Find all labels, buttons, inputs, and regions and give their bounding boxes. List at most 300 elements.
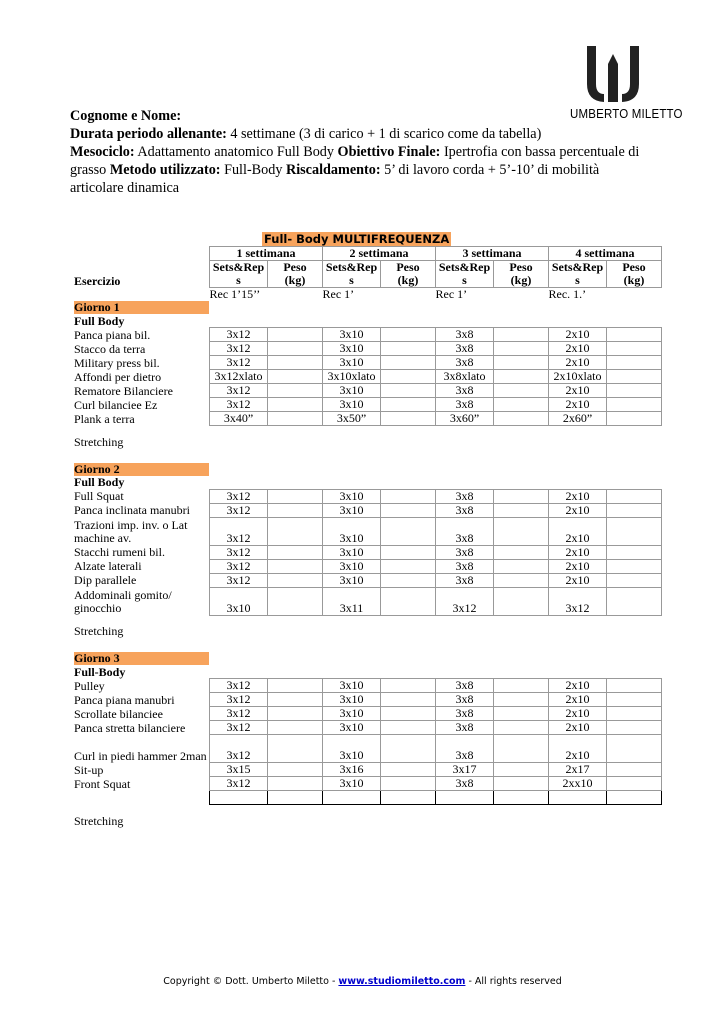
sets-reps-cell: 3x8 [436,721,494,735]
exercise-row [74,489,662,503]
weight-cell [268,707,323,721]
sets-reps-cell: 3x10 [323,503,381,517]
spacer-row [74,426,662,436]
table-title: Full- Body MULTIFREQUENZA [264,232,450,246]
day-type: Full Body [74,475,125,489]
spacer [74,805,210,815]
sets-reps-cell: 3x12 [210,721,268,735]
sets-reps-cell: 3x10 [323,384,381,398]
sets-reps-cell: 3x12 [210,398,268,412]
empty-cell [436,476,494,490]
empty-cell [494,476,549,490]
empty-cell [436,791,494,805]
exercise-name: Alzate laterali [74,559,142,573]
day-type: Full Body [74,314,125,328]
exercise-name: Rematore Bilanciere [74,383,173,398]
weight-cell [607,370,662,384]
sets-reps-cell: 3x12 [210,707,268,721]
empty-cell [268,665,323,679]
empty-cell [549,476,607,490]
exercise-name: Stacco da terra [74,341,146,356]
day-type: Full-Body [74,665,126,679]
empty-cell [210,314,268,328]
rest-cell: Rec. 1.’ [548,287,587,301]
empty-cell [381,476,436,490]
sets-reps-cell: 3x8 [436,356,494,370]
stretching-label: Stretching [74,435,124,449]
sets-reps-cell: 3x16 [323,763,381,777]
exercise-row [74,693,662,707]
weight-cell [494,721,549,735]
spacer-row [74,449,662,463]
exercise-name: Pulley [74,678,105,693]
sets-reps-cell: 3x10xlato [323,370,381,384]
sets-reps-cell: 3x12xlato [210,370,268,384]
weight-cell [607,721,662,735]
exercise-row [74,679,662,693]
weight-cell [494,707,549,721]
sets-reps-cell: 3x11 [323,587,381,615]
weight-cell [494,342,549,356]
empty-cell [549,791,607,805]
copyright-text: Copyright © Dott. Umberto Miletto - [163,976,339,987]
sets-reps-cell: 3x10 [323,517,381,545]
weight-cell [268,573,323,587]
empty-cell [607,288,662,302]
exercise-row [74,721,662,735]
day-row [74,301,662,314]
footer [0,976,725,987]
weight-cell [607,763,662,777]
sets-reps-cell: 2x10 [549,559,607,573]
weight-header: Peso (kg) [268,261,323,288]
empty-cell [323,791,381,805]
spacer [74,426,210,436]
stretching-label: Stretching [74,814,124,828]
sets-reps-cell: 3x10 [323,679,381,693]
day-cell [74,463,210,476]
sets-reps-cell: 2x10 [549,573,607,587]
goal-label: Obiettivo Finale: [337,144,441,160]
goal-value: Ipertrofia con bassa percentuale di grasso [70,144,640,178]
day-type-row [74,314,662,328]
empty-cell [381,314,436,328]
warmup-value: 5’ di lavoro corda + 5’-10’ di mobilità articolare dinamica [70,162,600,196]
mesocycle-label: Mesociclo: [70,144,135,160]
weight-cell [607,707,662,721]
sets-reps-cell: 3x10 [323,693,381,707]
weight-cell [268,328,323,342]
weight-cell [607,342,662,356]
weight-cell [268,384,323,398]
sets-reps-cell: 3x8 [436,777,494,791]
exercise-row [74,384,662,398]
weight-cell [607,517,662,545]
empty-cell [436,314,494,328]
weight-cell [607,384,662,398]
weight-cell [268,517,323,545]
week-header: 3 settimana [436,247,549,261]
week-header: 4 settimana [549,247,662,261]
day-label: Giorno 2 [74,463,209,476]
weight-cell [607,356,662,370]
sets-reps-header: Sets&Rep s [436,261,494,288]
sets-reps-header: Sets&Rep s [549,261,607,288]
weight-cell [607,559,662,573]
weight-cell [494,398,549,412]
empty-cell [210,791,268,805]
exercise-name: Scrollate bilanciee [74,706,163,721]
weight-cell [268,489,323,503]
week-header-row [74,247,662,261]
weight-cell [607,735,662,763]
logo-text: UMBERTO MILETTO [570,107,683,121]
sets-reps-cell: 3x8xlato [436,370,494,384]
weight-cell [268,777,323,791]
weight-cell [381,384,436,398]
sets-reps-cell: 3x17 [436,763,494,777]
empty-cell [210,476,268,490]
weight-cell [494,763,549,777]
weight-cell [494,503,549,517]
sets-reps-cell: 3x15 [210,763,268,777]
weight-cell [381,545,436,559]
exercise-row [74,342,662,356]
sets-reps-cell: 3x8 [436,735,494,763]
sets-reps-cell: 3x10 [323,573,381,587]
weight-cell [494,489,549,503]
weight-cell [494,412,549,426]
weight-cell [381,693,436,707]
weight-cell [268,545,323,559]
method-value: Full-Body [220,162,286,178]
empty-cell [323,665,381,679]
weight-cell [381,503,436,517]
weight-cell [381,517,436,545]
weight-cell [381,721,436,735]
weight-cell [381,489,436,503]
sets-reps-cell: 2x10 [549,517,607,545]
sets-reps-cell: 3x40” [210,412,268,426]
sets-reps-cell: 3x10 [323,356,381,370]
weight-cell [381,342,436,356]
weight-cell [268,693,323,707]
sets-reps-cell: 3x60” [436,412,494,426]
weight-header: Peso (kg) [494,261,549,288]
empty-cell [436,665,494,679]
exercise-row [74,763,662,777]
day-label: Giorno 3 [74,652,209,665]
spacer-row [74,615,662,625]
sets-reps-cell: 3x12 [210,356,268,370]
empty-cell [494,288,549,302]
weight-cell [381,370,436,384]
exercise-name: Addominali gomito/ ginocchio [74,588,172,615]
day-cell [74,301,210,314]
rest-row [74,288,662,302]
sets-reps-cell: 3x12 [210,489,268,503]
weight-cell [494,735,549,763]
empty-cell [323,476,381,490]
stretching-row [74,436,662,449]
empty-cell [494,665,549,679]
exercise-row [74,707,662,721]
weight-cell [607,573,662,587]
weight-cell [607,545,662,559]
empty-cell [381,288,436,302]
exercise-name: Panca stretta bilanciere [74,720,186,735]
exercise-row [74,573,662,587]
weight-cell [607,503,662,517]
weight-cell [607,398,662,412]
sets-reps-cell: 3x8 [436,328,494,342]
empty-cell [268,791,323,805]
exercise-row [74,503,662,517]
weight-cell [268,735,323,763]
weight-cell [268,679,323,693]
exercise-name: Affondi per dietro [74,369,162,384]
weight-cell [268,370,323,384]
weight-cell [268,342,323,356]
weight-cell [494,384,549,398]
weight-cell [381,763,436,777]
sets-reps-cell: 3x12 [210,384,268,398]
workout-table [74,246,662,828]
empty-cell [494,791,549,805]
sets-reps-cell: 3x12 [210,328,268,342]
exercise-name: Dip parallele [74,573,137,587]
sets-reps-cell: 3x12 [210,573,268,587]
stretching-row [74,815,662,828]
sets-reps-cell: 3x10 [323,489,381,503]
sets-reps-cell: 3x8 [436,384,494,398]
empty-cell [381,791,436,805]
exercise-name: Sit-up [74,762,104,777]
sets-reps-cell: 3x10 [323,559,381,573]
exercise-row [74,517,662,545]
empty-cell [74,791,210,805]
sets-reps-cell: 2x10 [549,503,607,517]
empty-cell [268,314,323,328]
sets-reps-cell: 3x8 [436,342,494,356]
weight-cell [381,356,436,370]
empty-cell [381,665,436,679]
exercise-name: Panca inclinata manubri [74,503,190,517]
exercise-row [74,735,662,763]
weight-cell [494,573,549,587]
sets-reps-cell: 3x8 [436,398,494,412]
day-cell [74,652,210,665]
empty-cell [494,314,549,328]
weight-cell [607,587,662,615]
day-type-row [74,476,662,490]
weight-cell [268,398,323,412]
weight-cell [494,545,549,559]
mesocycle-value: Adattamento anatomico Full Body [134,144,338,160]
sets-reps-cell: 3x8 [436,707,494,721]
spacer [74,449,210,463]
sets-reps-cell: 3x10 [210,587,268,615]
weight-cell [494,328,549,342]
sets-reps-cell: 2x10 [549,679,607,693]
weight-cell [381,328,436,342]
weight-cell [494,559,549,573]
sets-reps-cell: 3x10 [323,777,381,791]
sets-reps-cell: 2x10 [549,693,607,707]
exercise-row [74,370,662,384]
empty-cell [74,247,210,261]
weight-cell [494,587,549,615]
day-type-row [74,665,662,679]
weight-cell [494,679,549,693]
weight-cell [607,693,662,707]
exercise-name: Front Squat [74,776,131,791]
empty-cell [268,288,323,302]
sets-reps-cell: 3x8 [436,693,494,707]
duration-label: Durata periodo allenante: [70,126,227,142]
day-row [74,652,662,665]
weight-cell [494,517,549,545]
empty-cell [549,665,607,679]
weight-cell [268,721,323,735]
sets-reps-cell: 3x12 [210,693,268,707]
spacer [74,638,210,652]
weight-cell [494,370,549,384]
sets-reps-cell: 3x8 [436,517,494,545]
exercise-name: Panca piana manubri [74,692,175,707]
method-label: Metodo utilizzato: [109,162,221,178]
document-header [70,107,650,197]
weight-cell [268,412,323,426]
sets-reps-cell: 2x10 [549,707,607,721]
sets-reps-cell: 2x10 [549,356,607,370]
weight-cell [268,503,323,517]
weight-cell [381,412,436,426]
weight-cell [607,328,662,342]
weight-cell [381,735,436,763]
sets-reps-cell: 3x8 [436,503,494,517]
weight-cell [607,777,662,791]
sets-reps-cell: 2x10 [549,721,607,735]
weight-cell [268,587,323,615]
exercise-row [74,398,662,412]
sets-reps-cell: 3x12 [210,545,268,559]
exercise-name: Plank a terra [74,411,135,426]
warmup-label: Riscaldamento: [285,162,381,178]
sets-reps-cell: 2x10 [549,328,607,342]
weight-cell [381,587,436,615]
exercise-row [74,356,662,370]
exercise-name: Panca piana bil. [74,327,151,342]
sets-reps-cell: 3x8 [436,489,494,503]
weight-cell [494,693,549,707]
weight-cell [381,559,436,573]
week-header: 1 settimana [210,247,323,261]
sets-reps-cell: 3x12 [210,342,268,356]
sets-reps-cell: 2x10xlato [549,370,607,384]
duration-value: 4 settimane (3 di carico + 1 di scarico come da tabella) [226,126,542,142]
weight-cell [494,777,549,791]
sets-reps-cell: 3x8 [436,573,494,587]
day-label: Giorno 1 [74,301,209,314]
weight-cell [268,763,323,777]
weight-cell [381,707,436,721]
sets-reps-header: Sets&Rep s [210,261,268,288]
stretching-row [74,625,662,638]
spacer-row [74,805,662,815]
rest-cell: Rec 1’ [322,287,355,301]
sets-reps-cell: 3x10 [323,328,381,342]
sets-reps-cell: 3x12 [210,503,268,517]
exercise-row [74,777,662,791]
sets-reps-cell: 3x8 [436,559,494,573]
um-logo-icon [584,44,642,102]
weight-cell [381,679,436,693]
sets-reps-cell: 2x10 [549,384,607,398]
empty-cell [607,791,662,805]
exercise-row [74,412,662,426]
week-header: 2 settimana [323,247,436,261]
empty-cell [268,476,323,490]
rest-cell: Rec 1’15’’ [209,287,261,301]
sets-reps-header: Sets&Rep s [323,261,381,288]
empty-cell [210,665,268,679]
column-header-row [74,261,662,288]
sets-reps-cell: 2x10 [549,735,607,763]
exercise-row [74,328,662,342]
exercise-row [74,587,662,615]
sets-reps-cell: 2x10 [549,342,607,356]
sets-reps-cell: 3x10 [323,545,381,559]
weight-header: Peso (kg) [607,261,662,288]
sets-reps-cell: 3x8 [436,545,494,559]
exercise-name: Curl bilanciee Ez [74,397,158,412]
sets-reps-cell: 2x10 [549,545,607,559]
spacer [74,615,210,625]
empty-cell [607,665,662,679]
exercise-row [74,559,662,573]
sets-reps-cell: 2x10 [549,489,607,503]
exercise-name: Trazioni imp. inv. o Lat machine av. [74,518,188,545]
sets-reps-cell: 2x10 [549,398,607,412]
weight-cell [381,398,436,412]
name-label: Cognome e Nome: [70,108,182,124]
empty-cell [607,476,662,490]
sets-reps-cell: 3x50” [323,412,381,426]
website-link[interactable]: www.studiomiletto.com [338,976,466,987]
sets-reps-cell: 3x12 [549,587,607,615]
weight-cell [607,679,662,693]
weight-header: Peso (kg) [381,261,436,288]
spacer-row [74,638,662,652]
weight-cell [268,559,323,573]
sets-reps-cell: 3x8 [436,679,494,693]
weight-cell [607,489,662,503]
empty-row [74,791,662,805]
weight-cell [381,573,436,587]
empty-cell [549,314,607,328]
sets-reps-cell: 3x10 [323,721,381,735]
sets-reps-cell: 3x12 [210,517,268,545]
rest-cell: Rec 1’ [435,287,468,301]
weight-cell [381,777,436,791]
weight-cell [494,356,549,370]
sets-reps-cell: 3x12 [436,587,494,615]
weight-cell [268,356,323,370]
exercise-row [74,545,662,559]
empty-cell [607,314,662,328]
sets-reps-cell: 2x17 [549,763,607,777]
